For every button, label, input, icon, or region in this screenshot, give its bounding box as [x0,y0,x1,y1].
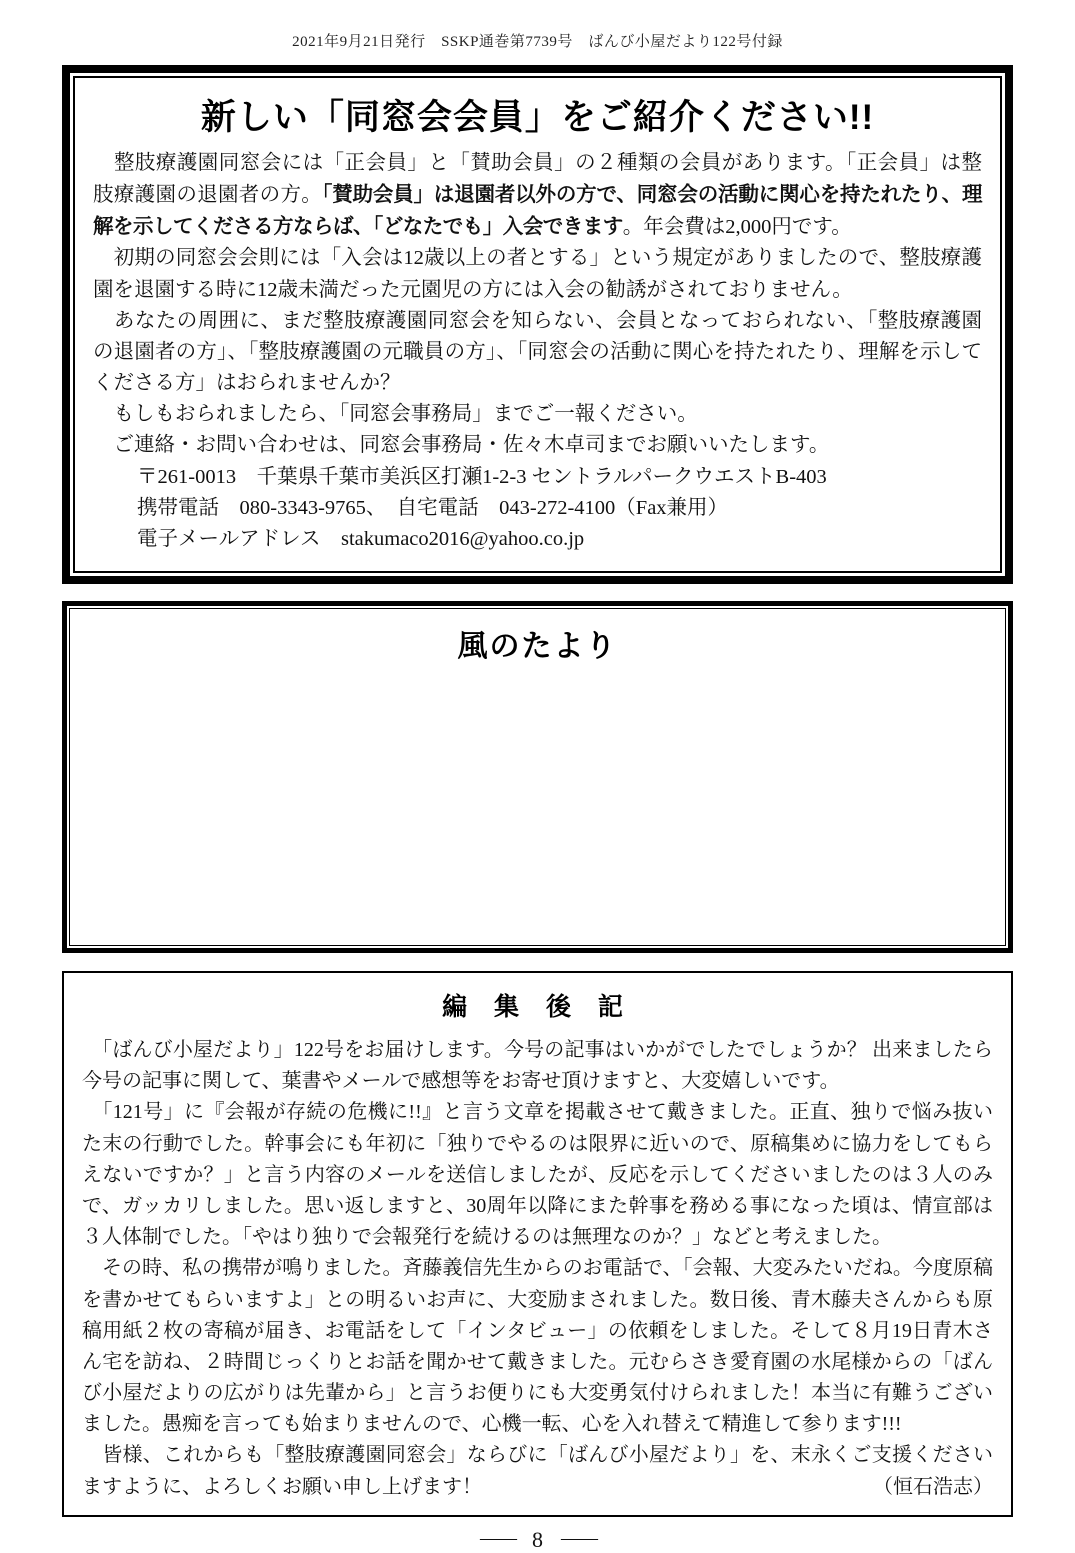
membership-text-pre: 整肢療護園同窓会には「正会員」と「賛助会員」の２種類の会員があります。「正会員」は整肢療護園の退園者の方。 [93,152,982,207]
editorial-paragraph-2: 「121号」に『会報が存続の危機に!!』と言う文章を掲載させて戴きました。正直、独りで悩み抜いた末の行動でした。幹事会にも年初に「独りでやるのは限界に近いので、原稿集めに協力をしてもらえないですか？」と言う内容のメールを送信しましたが、反応を示してくださいましたのは３人のみで、ガッカリしました。思い返しますと、30周年以降にまた幹事を務める事になった頃は、情宣部は３人体制でした。「やはり独りで会報発行を続けるのは無理なのか？」などと考えました。 [82,1101,993,1249]
page-number: 8 [532,1526,543,1552]
wind-letter-box [62,601,1013,953]
footer-left-dash: —— [480,1526,514,1549]
recruit-paragraph-rule: 初期の同窓会会則には「入会は12歳以上の者とする」という規定がありましたので、整肢療護園を退園する時に12歳未満だった元園児の方には入会の勧誘がされておりません。 [93,247,982,301]
editorial-body [82,1035,993,1503]
contact-email: 電子メールアドレス stakumaco2016@yahoo.co.jp [137,527,585,550]
recruit-members-box-inner [73,76,1002,573]
editorial-paragraph-4 [82,1440,993,1502]
editorial-paragraph-3: その時、私の携帯が鳴りました。斉藤義信先生からのお電話で、「会報、大変みたいだね。今度原稿を書かせてもらいますよ」との明るいお声に、大変励まされました。数日後、青木藤夫さんからも原稿用紙２枚の寄稿が届き、お電話をして「インタビュー」の依頼をしました。そして８月19日青木さん宅を訪ね、２時間じっくりとお話を聞かせて戴きました。元むらさき愛育園の水尾様からの「ばんび小屋だよりの広がりは先輩から」と言うお便りにも大変勇気付けられました！本当に有難うございました。愚痴を言っても始まりませんので、心機一転、心を入れ替えて精進して参ります!!! [82,1257,993,1436]
editorial-signature: （恒石浩志） [873,1475,993,1498]
page-footer [62,1527,1013,1553]
recruit-box-body [93,148,982,555]
recruit-paragraph-contact: ご連絡・お問い合わせは、同窓会事務局・佐々木卓司までお願いいたします。 [93,434,830,457]
editorial-paragraph-1: 「ばんび小屋だより」122号をお届けします。今号の記事はいかがでしたでしょうか？ 出来ましたら今号の記事に関して、葉書やメールで感想等をお寄せ頂けますと、大変嬉しいです。 [82,1039,993,1093]
masthead-publication-line: 2021年9月21日発行 SSKP通巻第7739号 ばんび小屋だより122号付録 [292,34,783,50]
editorial-title: 編 集 後 記 [442,993,633,1022]
membership-text-bold: 「賛助会員」は退園者以外の方で、同窓会の活動に関心を持たれたり、理解を示してくださる方ならば、「どなたでも」入会できます [93,183,982,239]
recruit-paragraph-notify: もしもおられましたら、「同窓会事務局」までご一報ください。 [93,403,698,426]
recruit-members-box [62,65,1013,584]
editorial-closing-text: 皆様、これからも「整肢療護園同窓会」ならびに「ばんび小屋だより」を、末永くご支援くださいますように、よろしくお願い申し上げます！ [82,1444,993,1498]
footer-right-dash: —— [561,1526,595,1549]
membership-text-post: 。年会費は2,000円です。 [622,216,852,239]
recruit-box-title: 新しい「同窓会会員」をご紹介ください!! [200,98,875,137]
contact-phone: 携帯電話 080-3343-9765、 自宅電話 043-272-4100（Fax兼用） [137,496,729,519]
contact-address: 〒261-0013 千葉県千葉市美浜区打瀬1-2-3 セントラルパークウエストB-403 [137,465,827,488]
editorial-postscript-box [62,971,1013,1517]
wind-letter-title: 風のたより [457,630,618,664]
wind-letter-box-inner [69,608,1006,946]
recruit-paragraph-membership [93,148,982,243]
recruit-paragraph-invite: あなたの周囲に、まだ整肢療護園同窓会を知らない、会員となっておられない、「整肢療護園の退園者の方」、「整肢療護園の元職員の方」、「同窓会の活動に関心を持たれたり、理解を示してくださる方」はおられませんか？ [93,309,982,395]
